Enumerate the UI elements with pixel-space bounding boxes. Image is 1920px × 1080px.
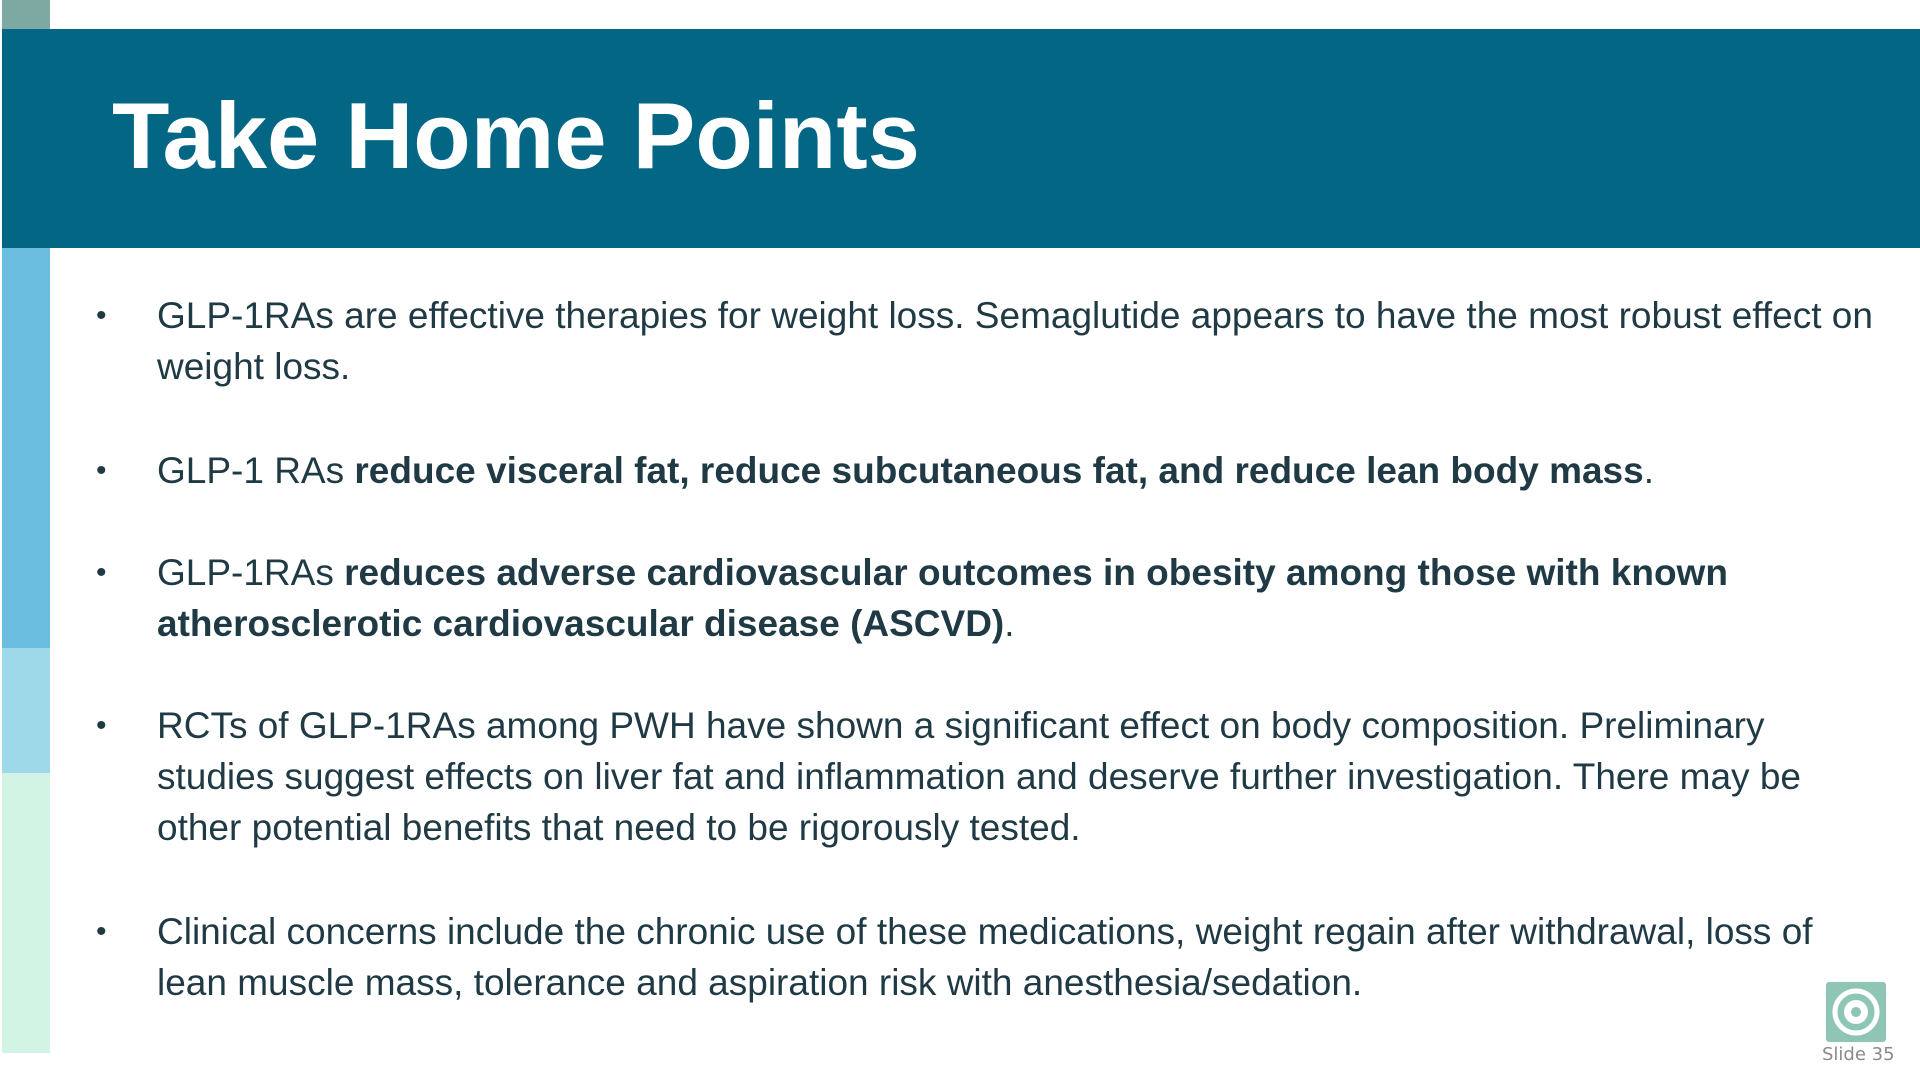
bullet-text-segment: .: [1004, 603, 1015, 644]
bullet-text: [157, 445, 1876, 496]
bullet-item: [96, 906, 1876, 1008]
bullet-text-segment: GLP-1RAs: [157, 552, 345, 593]
bullet-marker: •: [96, 915, 107, 948]
bullet-item: [96, 547, 1876, 649]
bullet-marker: •: [96, 454, 107, 487]
bullet-bold-segment: reduces adverse cardiovascular outcomes in obesity among those with known atherosclerotic cardiovascular disease (ASCVD): [157, 552, 1728, 644]
bullet-text-segment: GLP-1 RAs: [157, 450, 355, 491]
slide-number: Slide 35: [1822, 1044, 1895, 1065]
bullet-text: [157, 547, 1876, 649]
bullet-text-segment: RCTs of GLP-1RAs among PWH have shown a significant effect on body composition. Preliminary studies suggest effects on liver fat and inflammation and deserve further investigation. There may be other potential benefits that need to be rigorously tested.: [157, 705, 1801, 848]
bullet-item: [96, 445, 1876, 496]
bullet-text: [157, 700, 1876, 853]
bullet-marker: •: [96, 709, 107, 742]
bullet-text-segment: Clinical concerns include the chronic use of these medications, weight regain after withdrawal, loss of lean muscle mass, tolerance and aspiration risk with anesthesia/sedation.: [157, 911, 1813, 1003]
bullet-marker: •: [96, 556, 107, 589]
bullet-text-segment: GLP-1RAs are effective therapies for weight loss. Semaglutide appears to have the most robust effect on weight loss.: [157, 295, 1873, 387]
slide-title: Take Home Points: [112, 83, 920, 188]
bullet-item: [96, 290, 1876, 392]
bullet-marker: •: [96, 299, 107, 332]
bullet-item: [96, 700, 1876, 853]
bullet-text-segment: .: [1643, 450, 1654, 491]
bullet-text: [157, 290, 1876, 392]
bullet-bold-segment: reduce visceral fat, reduce subcutaneous fat, and reduce lean body mass: [354, 450, 1644, 491]
emblem-graphic: [1826, 982, 1886, 1042]
bullet-text: [157, 906, 1876, 1008]
circular-emblem-icon: [1826, 982, 1886, 1042]
